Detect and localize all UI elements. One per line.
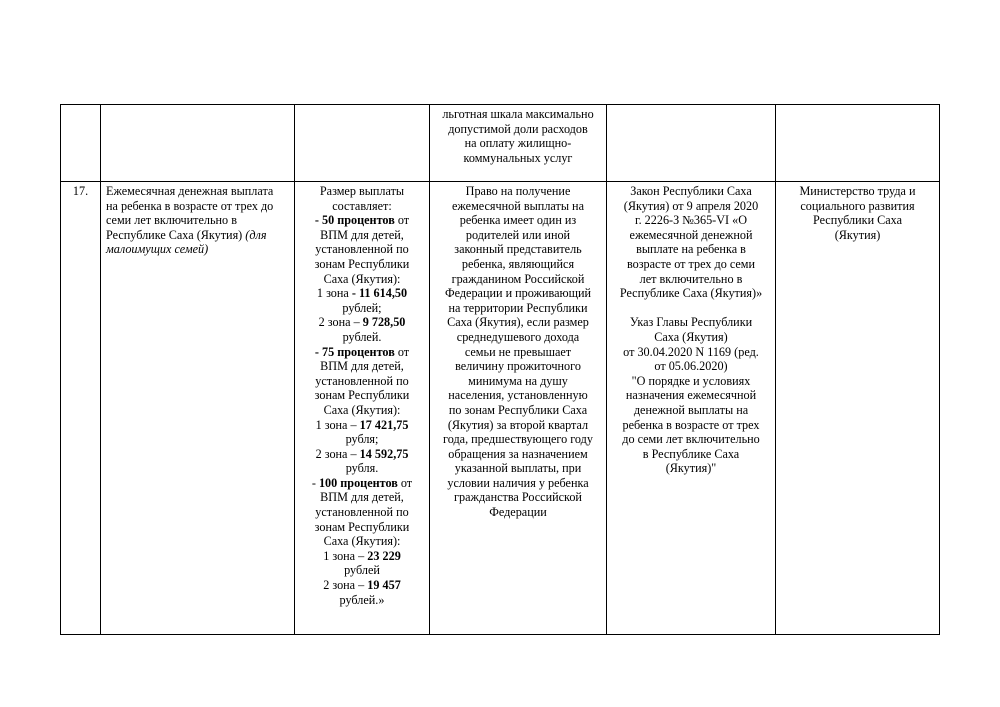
text-line: по зонам Республики Саха <box>448 402 588 417</box>
text-line: льготная шкала максимально <box>442 107 594 121</box>
text-line: населения, установленную <box>448 388 588 403</box>
text-line: ребенка, являющийся <box>461 256 575 271</box>
text-line <box>300 315 424 330</box>
text-line: условии наличия у ребенка <box>447 475 589 490</box>
zone-label: 1 зона <box>316 286 349 301</box>
cell-number <box>61 105 101 182</box>
text-line: ежемесячной выплаты на <box>452 198 584 213</box>
text-line: среднедушевого дохода <box>456 329 580 344</box>
text-line: (Якутия) от 9 апреля 2020 <box>623 198 759 213</box>
text-line: лет включительно в <box>639 271 743 286</box>
text-line: до семи лет включительно <box>622 432 760 447</box>
amount-value: - 11 614,50 <box>351 286 408 301</box>
text-line: Республики Саха <box>812 213 903 228</box>
text-line: коммунальных услуг <box>463 150 573 165</box>
text-line: на оплату жилищно- <box>464 136 572 151</box>
text-fragment: от <box>397 213 410 228</box>
text-line: (Якутия)" <box>665 461 717 476</box>
text-line: ребенка в возрасте от трех <box>622 417 760 432</box>
text-line <box>300 578 424 593</box>
zone-label: 2 зона – <box>323 578 365 593</box>
text-line: зонам Республики <box>314 519 410 534</box>
text-line: денежной выплаты на <box>633 402 749 417</box>
text-line <box>106 228 289 243</box>
text-line: Саха (Якутия): <box>323 271 401 286</box>
text-line: семьи не превышает <box>464 344 572 359</box>
text-line: Ежемесячная денежная выплата <box>106 184 274 198</box>
text-line: назначения ежемесячной <box>625 388 757 403</box>
cell-amount <box>295 182 430 635</box>
text-fragment: - <box>311 475 316 490</box>
text-line: законный представитель <box>454 242 582 257</box>
text-line: "О порядке и условиях <box>631 373 751 388</box>
text-line: гражданином Российской <box>451 271 585 286</box>
text-line <box>300 345 424 360</box>
text-line: от 30.04.2020 N 1169 (ред. <box>623 344 759 359</box>
note-line: малоимущих семей) <box>106 242 209 257</box>
text-line: (Якутия) <box>834 227 881 242</box>
text-line: величину прожиточного <box>455 359 581 374</box>
text-line: на ребенка в возрасте от трех до <box>106 198 274 213</box>
text-line: зонам Республики <box>314 388 410 403</box>
percent-label: - 50 процентов <box>314 213 395 228</box>
table-row <box>61 182 940 635</box>
text-line: Министерство труда и <box>799 184 916 198</box>
text-line <box>300 418 424 433</box>
text-line: года, предшествующего году <box>443 432 593 447</box>
zone-label: 2 зона – <box>315 446 357 461</box>
text-line: Закон Республики Саха <box>630 184 752 198</box>
text-line: обращения за назначением <box>448 446 588 461</box>
text-line: гражданства Российской <box>454 490 582 505</box>
benefits-table <box>60 104 940 635</box>
text-line: Федерации <box>489 505 547 520</box>
text-line <box>300 549 424 564</box>
amount-value: 17 421,75 <box>359 417 409 432</box>
cell-ministry <box>776 105 940 182</box>
text-line: ВПМ для детей, <box>320 227 404 242</box>
cell-legal-basis <box>607 105 776 182</box>
cell-name <box>101 105 295 182</box>
cell-legal-basis <box>607 182 776 635</box>
text-line: Указ Главы Республики <box>629 315 753 330</box>
percent-label: 100 процентов <box>318 475 398 490</box>
text-line: г. 2226-З №365-VI «О <box>634 213 748 228</box>
amount-value: 19 457 <box>367 578 401 593</box>
table-row <box>61 105 940 182</box>
text-line: составляет: <box>332 198 392 213</box>
text-line: Саха (Якутия) <box>654 329 728 344</box>
text-line: рублей. <box>342 329 382 344</box>
text-line: Право на получение <box>465 184 571 198</box>
text-line <box>300 286 424 301</box>
text-line: Республике Саха (Якутия)» <box>619 286 763 301</box>
note-fragment: (для <box>245 227 267 242</box>
text-line: рубля; <box>345 432 379 447</box>
text-line: рублей <box>344 563 380 578</box>
text-fragment: от <box>397 344 410 359</box>
zone-label: 1 зона – <box>323 548 365 563</box>
text-line: установленной по <box>315 373 409 388</box>
text-line: рублей.» <box>339 592 385 607</box>
text-line: ВПМ для детей, <box>320 359 404 374</box>
text-line: Размер выплаты <box>319 184 405 198</box>
text-line: возрасте от трех до семи <box>626 256 756 271</box>
text-line <box>300 447 424 462</box>
text-line: ребенка имеет один из <box>459 213 577 228</box>
text-line: выплате на ребенка в <box>636 242 746 257</box>
text-line: Саха (Якутия), если размер <box>447 315 589 330</box>
amount-value: 14 592,75 <box>359 446 409 461</box>
text-line: на территории Республики <box>448 300 588 315</box>
text-fragment: от <box>400 475 413 490</box>
zone-label: 1 зона – <box>315 417 357 432</box>
zone-label: 2 зона – <box>318 315 360 330</box>
text-line: установленной по <box>315 242 409 257</box>
text-line <box>300 476 424 491</box>
text-line: Федерации и проживающий <box>444 286 592 301</box>
cell-amount <box>295 105 430 182</box>
text-fragment: Республике Саха (Якутия) <box>106 227 243 242</box>
text-line: ВПМ для детей, <box>320 490 404 505</box>
percent-label: - 75 процентов <box>314 344 395 359</box>
amount-value: 9 728,50 <box>362 315 406 330</box>
text-line: в Республике Саха <box>642 446 740 461</box>
cell-conditions <box>430 182 607 635</box>
text-line: семи лет включительно в <box>106 213 237 228</box>
cell-ministry <box>776 182 940 635</box>
text-line: Саха (Якутия): <box>323 534 401 549</box>
text-line: (Якутия) за второй квартал <box>447 417 589 432</box>
text-line: родителей или иной <box>465 227 571 242</box>
cell-name <box>101 182 295 635</box>
text-line: рубля. <box>345 461 379 476</box>
text-line: рублей; <box>342 300 382 315</box>
spacer <box>612 301 770 316</box>
cell-number <box>61 182 101 635</box>
text-line: от 05.06.2020) <box>654 359 728 374</box>
row-number: 17. <box>72 184 89 198</box>
cell-conditions <box>430 105 607 182</box>
text-line: ежемесячной денежной <box>629 227 753 242</box>
text-line <box>300 213 424 228</box>
text-line: указанной выплаты, при <box>454 461 582 476</box>
text-line: зонам Республики <box>314 256 410 271</box>
amount-value: 23 229 <box>367 548 401 563</box>
text-line: допустимой доли расходов <box>448 121 588 136</box>
text-line: минимума на душу <box>468 373 568 388</box>
text-line: социального развития <box>800 198 915 213</box>
text-line: установленной по <box>315 505 409 520</box>
text-line: Саха (Якутия): <box>323 402 401 417</box>
